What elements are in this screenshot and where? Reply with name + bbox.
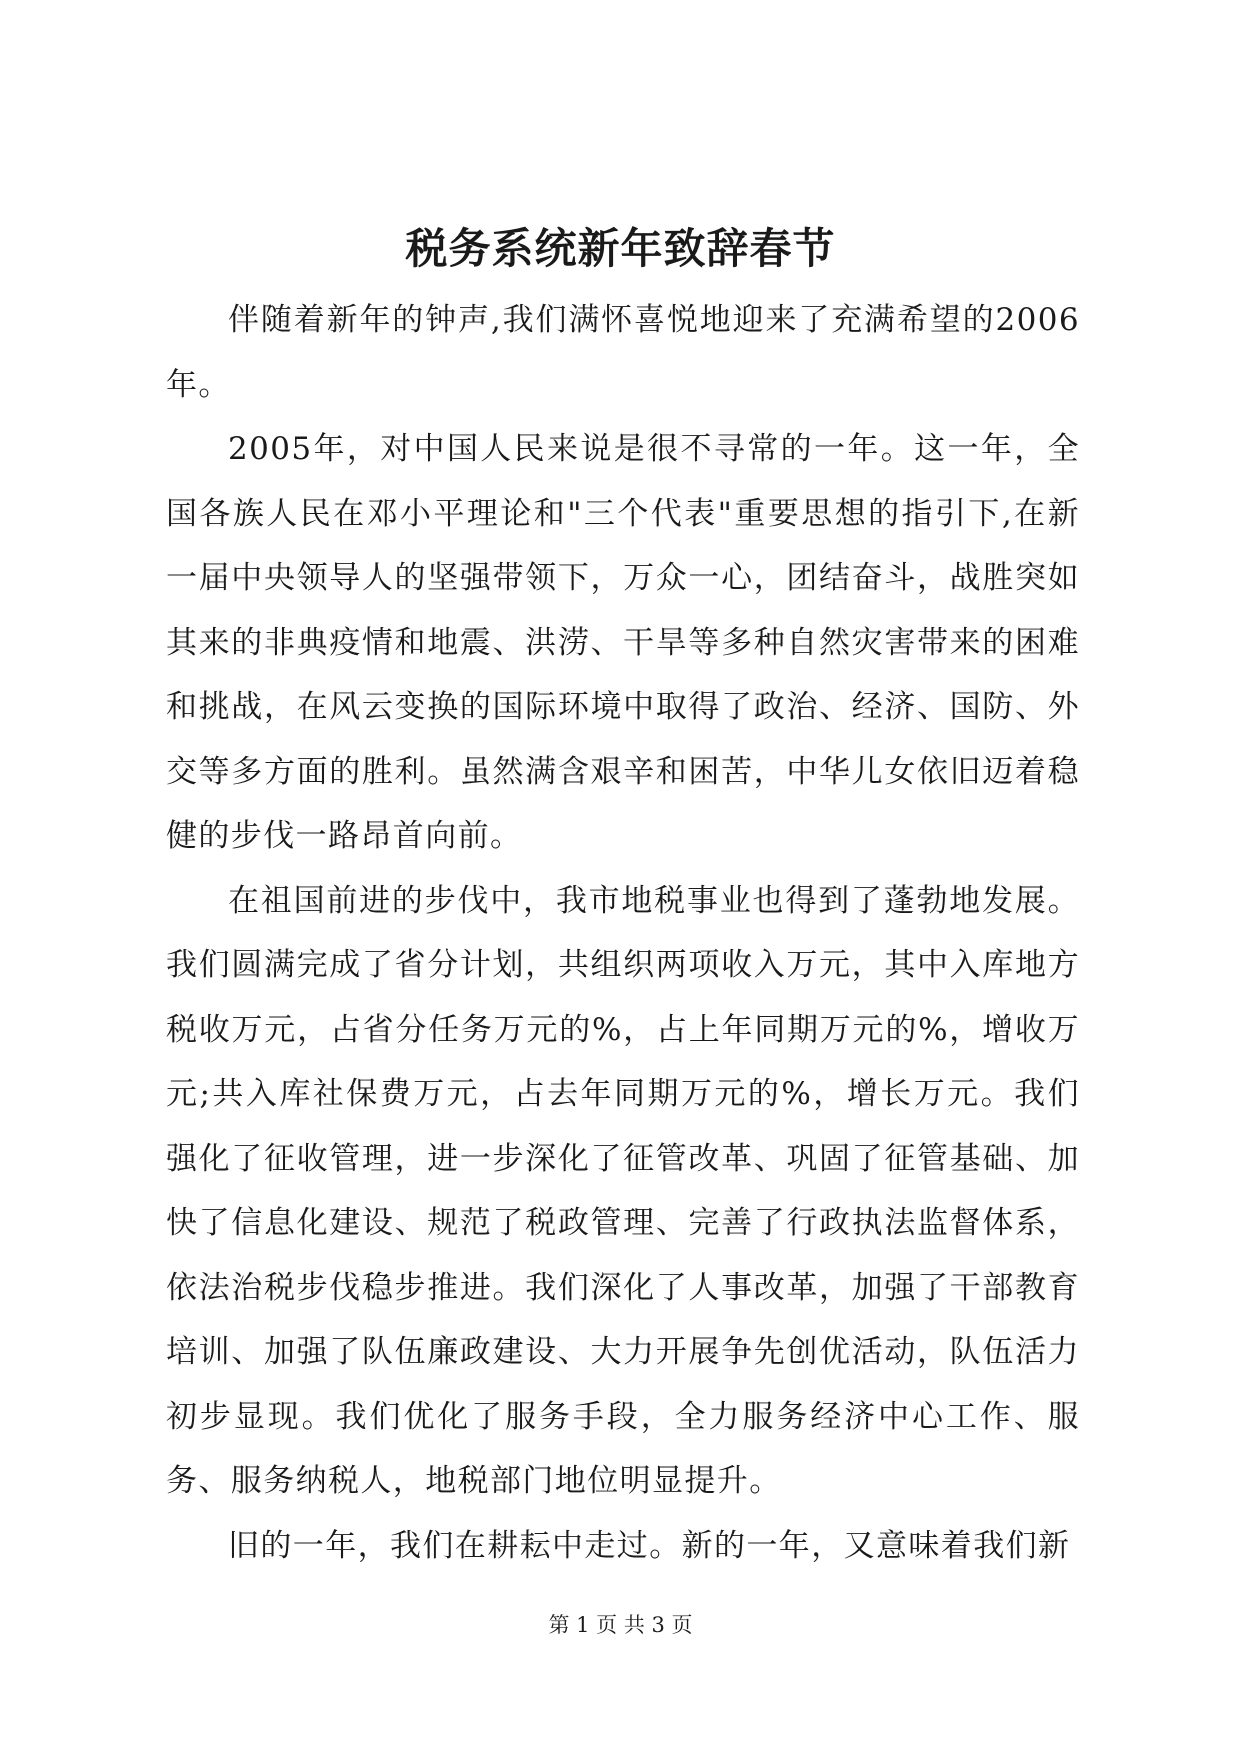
paragraph-2: 2005年，对中国人民来说是很不寻常的一年。这一年，全国各族人民在邓小平理论和"三个代表"重要思想的指引下,在新一届中央领导人的坚强带领下，万众一心，团结奋斗，战胜突如其来的非典疫情和地震、洪涝、干旱等多种自然灾害带来的困难和挑战，在风云变换的国际环境中取得了政治、经济、国防、外交等多方面的胜利。虽然满含艰辛和困苦，中华儿女依旧迈着稳健的步伐一路昂首向前。 — [166, 431, 1080, 854]
page-footer — [0, 1611, 1241, 1639]
document-title: 税务系统新年致辞春节 — [405, 224, 836, 273]
paragraph-1: 伴随着新年的钟声,我们满怀喜悦地迎来了充满希望的2006年。 — [166, 302, 1080, 403]
page-indicator: 第 1 页 共 3 页 — [548, 1613, 693, 1637]
document-body — [166, 288, 1080, 1578]
paragraph-4: 旧的一年，我们在耕耘中走过。新的一年，又意味着我们新 — [228, 1527, 1071, 1564]
paragraph-3: 在祖国前进的步伐中，我市地税事业也得到了蓬勃地发展。我们圆满完成了省分计划，共组织两项收入万元，其中入库地方税收万元，占省分任务万元的%，占上年同期万元的%，增收万元;共入库社保费万元，占去年同期万元的%，增长万元。我们强化了征收管理，进一步深化了征管改革、巩固了征管基础、加快了信息化建设、规范了税政管理、完善了行政执法监督体系，依法治税步伐稳步推进。我们深化了人事改革，加强了干部教育培训、加强了队伍廉政建设、大力开展争先创优活动，队伍活力初步显现。我们优化了服务手段，全力服务经济中心工作、服务、服务纳税人，地税部门地位明显提升。 — [166, 882, 1080, 1499]
